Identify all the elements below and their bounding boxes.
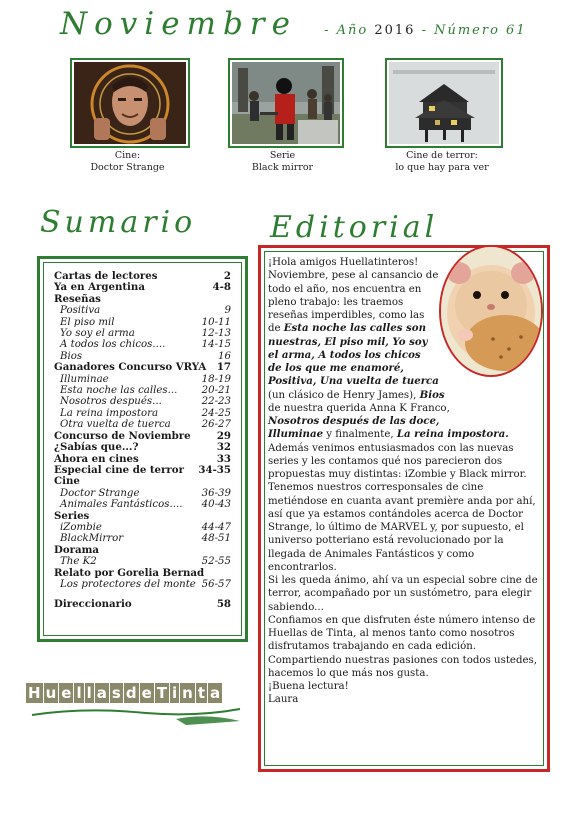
toc-entry-label: Direccionario (54, 598, 132, 611)
toc-entry-label: Especial cine de terror (54, 463, 184, 476)
toc-entry-page: 24-25 (201, 407, 231, 419)
editorial-paragraph-series: Además venimos entusiasmados con las nuevas series y les contamos qué nos parecieron dos propuestas muy distintas: iZombie y Black mirror. (268, 442, 527, 480)
sumario-box (37, 256, 248, 642)
toc-entry-label: Illuminae (60, 373, 109, 385)
editorial-paragraph-horror: Si les queda ánimo, ahí va un especial sobre cine de terror, acompañado por un sustómetro, para elegir sabiendo... (268, 575, 538, 613)
feature-thumb-black-mirror[interactable] (228, 58, 344, 148)
toc-entry[interactable] (54, 488, 231, 499)
toc-entry-page: 17 (216, 361, 231, 374)
toc-entry-page: 10-11 (201, 316, 231, 328)
editorial-text-run: (un clásico de Henry James), (268, 389, 420, 401)
logo-letter: t (197, 684, 205, 702)
toc-entry-label: ¿Sabías que...? (54, 441, 139, 454)
toc-entry-label: Esta noche las calles... (60, 385, 178, 397)
editorial-paragraph-enjoy: Confiamos en que disfruten éste número intenso de Huellas de Tinta, al menos tanto como nosotros disfrutamos trabajando en cada edición. (268, 614, 536, 653)
toc-entry[interactable] (54, 385, 231, 396)
hamster-image (437, 243, 545, 380)
toc-entry-label: Los protectores del monte (60, 578, 196, 590)
toc-entry-label: Positiva (60, 305, 101, 317)
masthead (60, 6, 530, 46)
number-label: - Número (421, 23, 500, 38)
toc-entry-page: 29 (216, 429, 231, 442)
toc-entry[interactable] (54, 522, 231, 533)
feature-caption-black-mirror (215, 150, 350, 174)
editorial-title: Editorial (270, 210, 439, 245)
editorial-highlight: Bios (419, 388, 445, 401)
logo-letter: T (156, 684, 167, 702)
issue-meta (324, 23, 527, 38)
toc-entry[interactable] (54, 511, 231, 522)
toc-entry-page: 22-23 (201, 396, 231, 408)
toc-entry-label: Dorama (54, 543, 99, 556)
editorial-highlight: Esta noche las calles son nuestras, El piso mil, Yo soy el arma, A todos los chicos de los que me enamoré, Positiva, Una vuelta de tuerca (268, 322, 439, 388)
toc-entry-label: Reseñas (54, 292, 101, 305)
toc-entry[interactable] (54, 339, 231, 350)
logo-letter: u (45, 684, 57, 702)
toc-entry-label: BlackMirror (60, 533, 124, 545)
toc-entry-page: 36-39 (201, 487, 231, 499)
toc-entry[interactable] (54, 545, 231, 556)
feature-caption-horror (372, 150, 512, 174)
caption-line: Cine de terror: (406, 150, 478, 161)
toc-entry-label: Cartas de lectores (54, 270, 158, 282)
toc-entry[interactable] (54, 374, 231, 385)
toc-entry[interactable] (54, 317, 231, 328)
editorial-paragraph-cinema: Tenemos nuestros corresponsales de cine metiéndose en cuanta avant première anda por ahí, así que ya estamos contándoles acerca de Doctor Strange, lo último de MARVEL y, por supuesto, el universo potteriano está revolucionado por la llegada de Animales Fantásticos y como encontrarlos. (268, 482, 536, 573)
toc-entry-page: 52-55 (201, 556, 231, 568)
caption-line: Doctor Strange (90, 162, 165, 173)
logo-letter: H (28, 684, 41, 702)
toc-entry-page: 48-51 (201, 533, 231, 545)
editorial-highlight: La reina impostora. (396, 428, 509, 441)
toc-entry-label: Otra vuelta de tuerca (60, 419, 171, 431)
toc-entry-label: Nosotros después... (60, 396, 162, 408)
editorial-paragraph-passions: Compartiendo nuestras pasiones con todos ustedes, hacemos lo que más nos gusta. (268, 654, 537, 679)
issue-month: Noviembre (60, 6, 297, 42)
editorial-paragraph-reading: ¡Buena lectura! (268, 681, 349, 692)
toc-entry-page: 34-35 (198, 463, 231, 476)
logo-letter: n (182, 684, 193, 702)
feature-thumb-horror[interactable] (385, 58, 503, 148)
logo-letter: e (141, 684, 152, 702)
toc-entry[interactable] (54, 408, 231, 419)
feature-thumb-doctor-strange[interactable] (70, 58, 190, 148)
logo-letter: a (210, 684, 221, 702)
toc-entry-page: 33 (216, 452, 231, 465)
logo-letter: l (86, 684, 92, 702)
toc-entry[interactable] (54, 568, 231, 579)
toc-entry[interactable] (54, 579, 231, 590)
toc-entry[interactable] (54, 499, 231, 510)
toc-entry[interactable] (54, 396, 231, 407)
toc-entry-label: The K2 (60, 556, 97, 568)
editorial-highlight: Nosotros después de las doce, Illuminae (268, 415, 440, 441)
toc-entry-page: 18-19 (201, 373, 231, 385)
logo-letter: a (96, 684, 107, 702)
toc-entry[interactable] (54, 328, 231, 339)
toc-entry-page: 4-8 (212, 281, 231, 294)
logo-letter: i (171, 684, 178, 702)
toc-entry-label: Ya en Argentina (54, 281, 145, 294)
caption-line: Serie (269, 150, 296, 161)
black-mirror-image (232, 62, 340, 144)
toc-entry-page: 9 (224, 305, 231, 317)
toc-entry-page: 40-43 (201, 499, 231, 511)
toc-entry-label: Series (54, 509, 90, 522)
toc-entry-label: Animales Fantásticos.... (60, 499, 183, 511)
toc-entry[interactable] (54, 556, 231, 567)
toc-entry-page: 16 (218, 350, 231, 362)
toc-entry-label: Cine (54, 475, 80, 488)
toc-entry-label: Concurso de Noviembre (54, 429, 191, 442)
toc-entry[interactable] (54, 305, 231, 316)
toc-entry-page: 2 (223, 270, 231, 282)
huellas-de-tinta-logo (26, 683, 246, 743)
caption-line: Cine: (114, 150, 141, 161)
toc-entry-label: Doctor Strange (60, 487, 140, 499)
logo-letter: l (76, 684, 82, 702)
toc-entry-label: Bios (60, 350, 83, 362)
toc-entry[interactable] (54, 599, 231, 610)
toc-entry-page: 44-47 (201, 521, 231, 533)
logo-brushstroke (26, 703, 246, 729)
sumario-title: Sumario (40, 205, 197, 240)
doctor-strange-image (74, 62, 186, 144)
sumario-list (43, 262, 242, 636)
toc-entry-label: Ahora en cines (54, 452, 139, 465)
editorial-text-run: y finalmente, (323, 429, 397, 441)
issue-year: 2016 (374, 23, 416, 38)
toc-entry-label: Ganadores Concurso VRYA (54, 361, 207, 374)
toc-entry-page: 20-21 (201, 385, 231, 397)
toc-entry[interactable] (54, 465, 231, 476)
issue-number: 61 (506, 23, 527, 38)
horror-cabin-image (389, 62, 499, 144)
logo-wordmark (26, 683, 246, 703)
caption-line: Black mirror (251, 162, 314, 173)
toc-entry-label: Relato por Gorelia Bernad (54, 566, 205, 579)
toc-entry-page: 56-57 (201, 578, 231, 590)
toc-entry-page: 32 (216, 441, 231, 454)
editorial-text-run: de nuestra querida Anna K Franco, (268, 402, 450, 414)
toc-entry-label: A todos los chicos.... (60, 339, 166, 351)
toc-entry[interactable] (54, 442, 231, 453)
editorial-text-run: ¡Hola amigos Huellatinteros! Noviembre, pese al cansancio de todo el año, nos encuentra en pleno trabajo: les traemos reseñas imperdibles, como las de (268, 257, 439, 335)
logo-letter: s (111, 684, 121, 702)
toc-entry-page: 26-27 (201, 419, 231, 431)
logo-letter: e (61, 684, 72, 702)
editorial-signature: Laura (268, 694, 299, 706)
toc-entry[interactable] (54, 294, 231, 305)
feature-caption-doctor-strange (60, 150, 195, 174)
toc-entry-label: El piso mil (60, 316, 115, 328)
logo-letter: d (125, 684, 137, 702)
toc-entry-page: 12-13 (201, 328, 231, 340)
toc-entry[interactable] (54, 362, 231, 373)
toc-entry-label: iZombie (60, 521, 102, 533)
toc-entry-page: 14-15 (201, 339, 231, 351)
year-label: - Año (324, 23, 369, 38)
toc-entry-page: 58 (216, 598, 231, 611)
toc-entry[interactable] (54, 476, 231, 487)
toc-entry[interactable] (54, 419, 231, 430)
toc-entry-label: Yo soy el arma (60, 328, 135, 340)
toc-entry-label: La reina impostora (60, 407, 159, 419)
caption-line: lo que hay para ver (395, 162, 489, 173)
